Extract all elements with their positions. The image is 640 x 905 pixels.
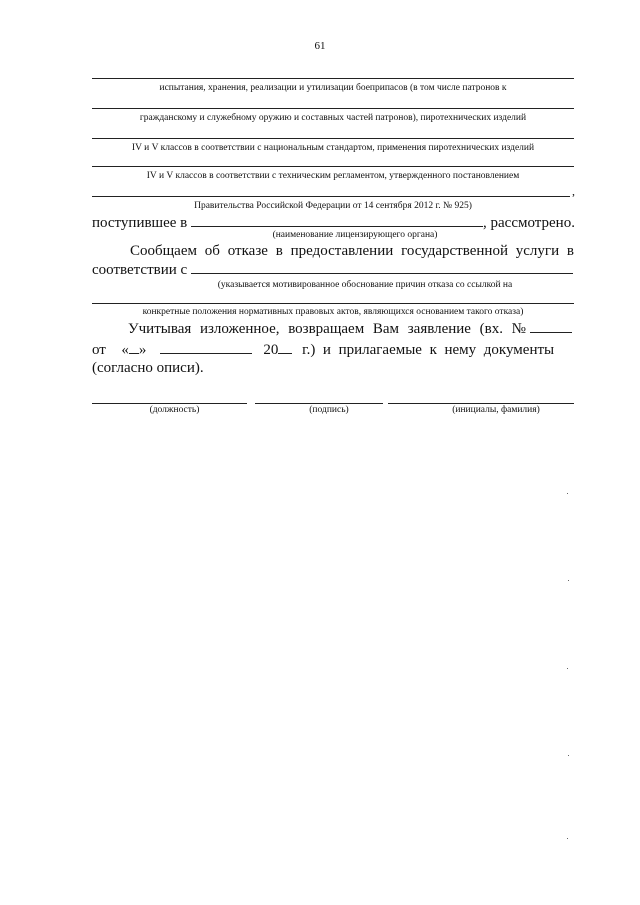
received-suffix: , рассмотрено. (483, 215, 575, 231)
incoming-number-blank[interactable] (530, 319, 572, 333)
blank-line (92, 196, 570, 197)
from-word: от (92, 342, 106, 358)
refusal-line-2 (92, 260, 574, 279)
refusal-caption-2: конкретные положения нормативных правовых актов, являющихся основанием такого отказа) (142, 307, 524, 317)
return-line-3: (согласно описи). (92, 360, 204, 376)
refusal-prefix: соответствии с (92, 262, 188, 278)
blank-line (92, 78, 574, 79)
licensing-authority-blank[interactable] (191, 213, 483, 227)
position-line[interactable] (92, 403, 247, 404)
scan-speck (567, 493, 568, 494)
return-line-2 (92, 340, 574, 359)
return-text-2: г.) и прилагаемые к нему документы (302, 342, 555, 358)
blank-line (92, 108, 574, 109)
header-line-4: IV и V классов в соответствии с техническим регламентом, утвержденного постановлением (146, 171, 520, 181)
day-blank[interactable] (129, 340, 139, 354)
scan-speck (568, 755, 569, 756)
scan-speck (567, 838, 568, 839)
header-line-5: Правительства Российской Федерации от 14 сентября 2012 г. № 925) (194, 201, 472, 211)
return-line-1 (128, 319, 574, 338)
header-line-2: гражданскому и служебному оружию и составных частей патронов), пиротехнических изделий (139, 113, 527, 123)
refusal-reason-blank[interactable] (191, 260, 573, 274)
refusal-caption-1: (указывается мотивированное обоснование причин отказа со ссылкой на (217, 280, 513, 290)
blank-line (92, 303, 574, 304)
scan-speck (568, 580, 569, 581)
signature-caption: (подпись) (309, 405, 349, 415)
return-text-1: Учитывая изложенное, возвращаем Вам заявление (вх. № (128, 321, 526, 337)
scan-speck (567, 668, 568, 669)
received-caption: (наименование лицензирующего органа) (272, 230, 438, 240)
month-blank[interactable] (160, 340, 252, 354)
received-prefix: поступившее в (92, 215, 188, 231)
header-line-3: IV и V классов в соответствии с национальным стандартом, применения пиротехнических изделий (131, 143, 535, 153)
name-line[interactable] (388, 403, 574, 404)
day-quote-close: » (138, 342, 147, 358)
day-quote-open: « (121, 342, 129, 358)
year-prefix: 20 (263, 342, 279, 358)
blank-line (92, 166, 574, 167)
year-blank[interactable] (278, 340, 292, 354)
refusal-line-1: Сообщаем об отказе в предоставлении государственной услуги в (130, 243, 574, 259)
page-number: 61 (314, 40, 326, 52)
signature-line[interactable] (255, 403, 383, 404)
name-caption: (инициалы, фамилия) (452, 405, 540, 415)
trailing-comma: , (572, 184, 575, 198)
position-caption: (должность) (149, 405, 200, 415)
header-line-1: испытания, хранения, реализации и утилизации боеприпасов (в том числе патронов к (159, 83, 507, 93)
blank-line (92, 138, 574, 139)
